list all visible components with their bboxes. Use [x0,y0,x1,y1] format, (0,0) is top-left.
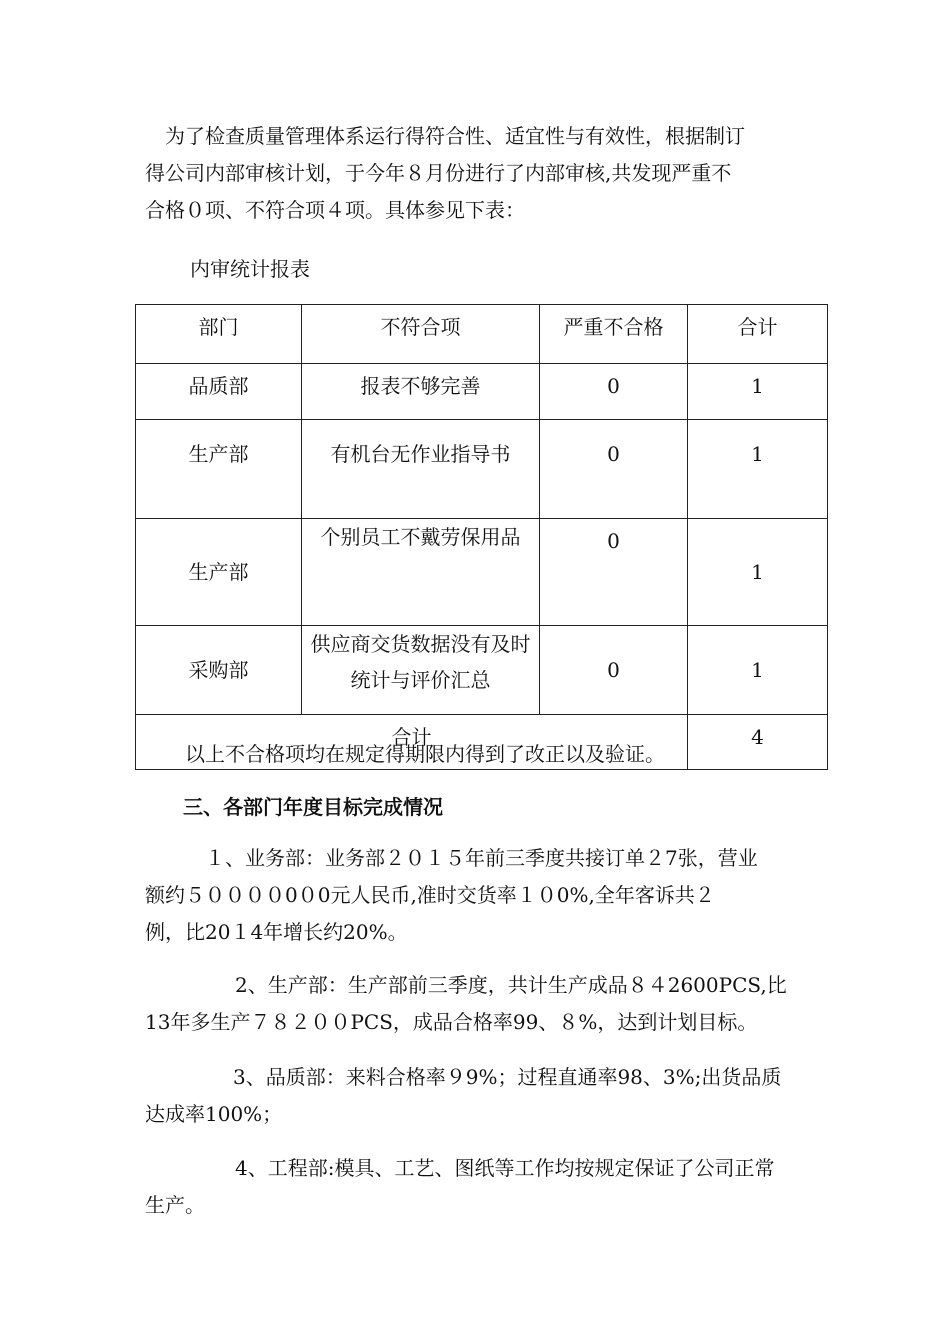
cell-issue: 报表不够完善 [302,364,540,420]
cell-issue: 个别员工不戴劳保用品 [302,519,540,626]
cell-dept: 生产部 [136,420,302,519]
header-total: 合计 [688,305,828,364]
cell-total: 1 [688,420,828,519]
cell-issue: 供应商交货数据没有及时统计与评价汇总 [302,626,540,715]
cell-serious: 0 [540,364,688,420]
header-issue: 不符合项 [302,305,540,364]
item-2-line-1: 2、生产部：生产部前三季度，共计生产成品８４2600PCS,比 [235,973,787,997]
table-row [136,626,828,715]
table-header-row [136,305,828,364]
item-1-line-3: 例，比20１4年增长约20%。 [145,920,408,944]
item-4-line-2: 生产。 [145,1193,205,1217]
table-title: 内审统计报表 [190,257,310,281]
table-row [136,519,828,626]
table-row [136,420,828,519]
item-3-line-1: 3、品质部：来料合格率９9%；过程直通率98、3%;出货品质 [233,1065,782,1089]
cell-dept: 生产部 [136,519,302,626]
section-heading: 三、各部门年度目标完成情况 [183,795,443,819]
item-2-line-2: 13年多生产７８２００PCS，成品合格率99、８%，达到计划目标。 [145,1010,758,1034]
cell-issue: 有机台无作业指导书 [302,420,540,519]
header-serious: 严重不合格 [540,305,688,364]
footer-total: 4 [688,715,828,770]
cell-dept: 品质部 [136,364,302,420]
cell-total: 1 [688,364,828,420]
intro-line-2: 得公司内部审核计划，于今年８月份进行了内部审核,共发现严重不 [145,161,732,185]
cell-total: 1 [688,519,828,626]
intro-line-1: 为了检查质量管理体系运行得符合性、适宜性与有效性，根据制订 [165,124,745,148]
cell-serious: 0 [540,519,688,626]
item-4-line-1: 4、工程部:模具、工艺、图纸等工作均按规定保证了公司正常 [235,1156,775,1180]
footer-label: 合计 [136,715,688,770]
item-1-line-2: 额约５００００0０0元人民币,准时交货率１０0%,全年客诉共２ [145,883,715,907]
cell-serious: 0 [540,420,688,519]
header-dept: 部门 [136,305,302,364]
cell-total: 1 [688,626,828,715]
cell-dept: 采购部 [136,626,302,715]
table-row [136,364,828,420]
after-table-note: 以上不合格项均在规定得期限内得到了改正以及验证。 [185,742,665,766]
intro-line-3: 合格０项、不符合项４项。具体参见下表： [145,198,525,222]
item-1-line-1: １、业务部：业务部２０１５年前三季度共接订单２7张，营业 [205,846,758,870]
cell-serious: 0 [540,626,688,715]
audit-statistics-table [135,304,828,770]
item-3-line-2: 达成率100%； [145,1102,283,1126]
